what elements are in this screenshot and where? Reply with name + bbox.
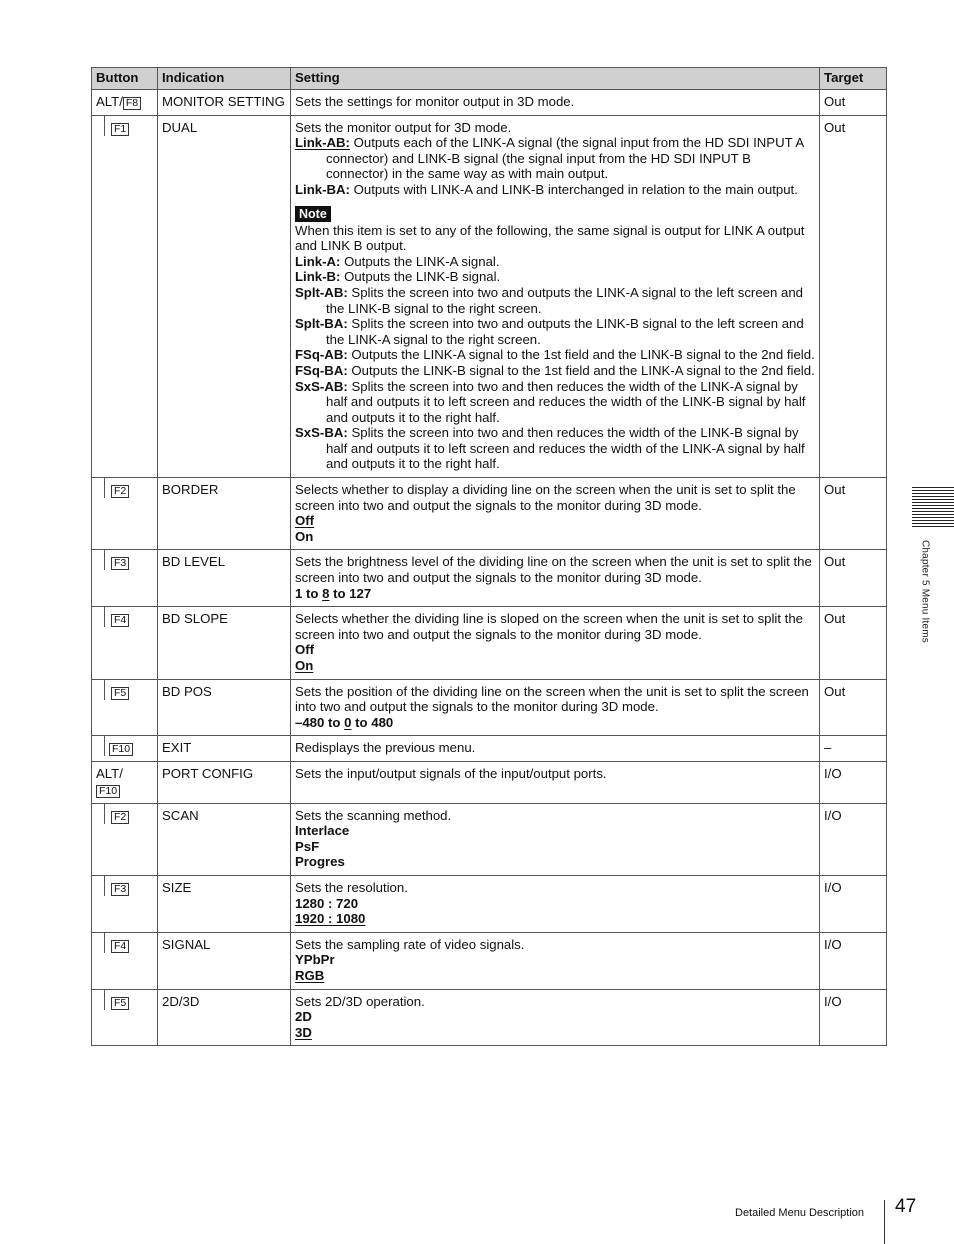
target-cell: Out (820, 607, 887, 679)
button-cell (92, 932, 158, 989)
setting-cell: Sets the brightness level of the dividing line on the screen when the unit is set to split the screen into two and output the signals to the monitor during 3D mode. 1 to 8 to 127 (291, 550, 820, 607)
function-key: F3 (111, 557, 129, 570)
target-cell: Out (820, 478, 887, 550)
indication-cell: MONITOR SETTING (158, 89, 291, 115)
button-cell: ALT/ F8 (92, 89, 158, 115)
function-key: F5 (111, 687, 129, 700)
header-setting: Setting (291, 68, 820, 90)
target-cell: I/O (820, 875, 887, 932)
chapter-stripes (912, 487, 954, 529)
footer-section: Detailed Menu Description (735, 1207, 865, 1219)
table-row (92, 607, 887, 679)
note-item: Link-A: Outputs the LINK-A signal. (295, 253, 500, 269)
table-row (92, 478, 887, 550)
function-key: F2 (111, 811, 129, 824)
indication-cell: EXIT (158, 736, 291, 762)
function-key: F8 (123, 97, 141, 110)
indication-cell: BD POS (158, 679, 291, 736)
setting-range: –480 to 0 to 480 (295, 714, 394, 730)
indication-cell: PORT CONFIG (158, 761, 291, 803)
setting-cell: Sets the monitor output for 3D mode. Link-AB: Outputs each of the LINK-A signal (the signal input from the HD SDI INPUT A connector) and LINK-B signal (the signal input from the HD SDI INPUT B connector) in the same way as with main output. Link-BA: Outputs with LINK-A and LINK-B interchanged in relation to the main output. Note When this item is set to any of the following, the same signal is output for LINK A output and LINK B output. Link-A: Outputs the LINK-A signal. Link-B: Outputs the LINK-B signal. Splt-AB: Splits the screen into two and outputs the LINK-A signal to the left screen and the LINK-B signal to the right screen. Splt-BA: Splits the screen into two and outputs the LINK-B signal to the left screen and the LINK-A signal to the right screen. FSq-AB: Outputs the LINK-A signal to the 1st field and the LINK-B signal to the 2nd field. FSq-BA: Outputs the LINK-B signal to the 1st field and the LINK-A signal to the 2nd field. SxS-AB: Splits the screen into two and then reduces the width of the LINK-A signal by half and outputs it to left screen and reduces the width of the LINK-B signal by half and outputs it to the right half. SxS-BA: Splits the screen into two and then reduces the width of the LINK-B signal by half and outputs it to left screen and reduces the width of the LINK-A signal by half and outputs it to the right half. (291, 115, 820, 477)
button-cell: ALT/ F10 (92, 761, 158, 803)
button-cell (92, 989, 158, 1046)
setting-option: On (295, 658, 314, 673)
option-item: Link-BA: Outputs with LINK-A and LINK-B interchanged in relation to the main output. (295, 181, 798, 197)
function-key: F10 (109, 743, 133, 756)
setting-cell: Selects whether the dividing line is sloped on the screen when the unit is set to split the screen into two and output the signals to the monitor during 3D mode. Off On (291, 607, 820, 679)
button-cell (92, 736, 158, 762)
setting-cell: Sets the sampling rate of video signals. YPbPr RGB (291, 932, 820, 989)
table-row (92, 115, 887, 477)
note-item: Splt-AB: Splits the screen into two and outputs the LINK-A signal to the left screen and the LINK-B signal to the right screen. (295, 284, 803, 316)
table-row (92, 679, 887, 736)
function-key: F4 (111, 614, 129, 627)
setting-cell: Sets 2D/3D operation. 2D 3D (291, 989, 820, 1046)
function-key: F3 (111, 883, 129, 896)
note-item: Splt-BA: Splits the screen into two and outputs the LINK-B signal to the left screen and the LINK-A signal to the right screen. (295, 316, 804, 347)
indication-cell: DUAL (158, 115, 291, 477)
table-row (92, 989, 887, 1046)
table-row (92, 803, 887, 875)
indication-cell: SIZE (158, 875, 291, 932)
function-key: F1 (111, 123, 129, 136)
setting-option: Off (295, 513, 315, 529)
header-target: Target (820, 68, 887, 90)
button-cell (92, 115, 158, 477)
note-item: FSq-AB: Outputs the LINK-A signal to the 1st field and the LINK-B signal to the 2nd field. (295, 347, 815, 363)
target-cell: I/O (820, 932, 887, 989)
table-header-row (92, 68, 887, 90)
setting-cell: Sets the scanning method. Interlace PsF Progres (291, 803, 820, 875)
table-row (92, 875, 887, 932)
indication-cell: BORDER (158, 478, 291, 550)
function-key: F4 (111, 940, 129, 953)
setting-range: 1 to 8 to 127 (295, 585, 372, 601)
note-item: Link-B: Outputs the LINK-B signal. (295, 269, 501, 285)
target-cell: Out (820, 550, 887, 607)
setting-cell: Sets the input/output signals of the input/output ports. (291, 761, 820, 803)
button-cell (92, 607, 158, 679)
page-number: 47 (895, 1196, 917, 1217)
setting-option: Progres (295, 854, 345, 870)
note-text: When this item is set to any of the following, the same signal is output for LINK A output and LINK B output. (295, 222, 805, 254)
table-row (92, 550, 887, 607)
setting-option: 1920 : 1080 (295, 911, 366, 927)
setting-option: On (295, 528, 314, 544)
button-cell (92, 679, 158, 736)
setting-option: RGB (295, 967, 325, 983)
chapter-tab (912, 487, 954, 529)
setting-option: 1280 : 720 (295, 895, 359, 911)
table-row (92, 932, 887, 989)
menu-table (91, 67, 887, 1046)
target-cell: I/O (820, 989, 887, 1046)
table-row (92, 736, 887, 762)
indication-cell: SIGNAL (158, 932, 291, 989)
button-cell (92, 550, 158, 607)
setting-option: 3D (295, 1024, 312, 1040)
header-indication: Indication (158, 68, 291, 90)
header-button: Button (92, 68, 158, 90)
target-cell: Out (820, 679, 887, 736)
setting-cell: Sets the settings for monitor output in 3D mode. (291, 89, 820, 115)
setting-option: YPbPr (295, 952, 335, 968)
option-item: Link-AB: Outputs each of the LINK-A signal (the signal input from the HD SDI INPUT A connector) and LINK-B signal (the signal input from the HD SDI INPUT B connector) in the same way as with main output. (295, 135, 804, 182)
setting-option: Interlace (295, 823, 350, 839)
indication-cell: SCAN (158, 803, 291, 875)
target-cell: I/O (820, 761, 887, 803)
indication-cell: 2D/3D (158, 989, 291, 1046)
target-cell: Out (820, 89, 887, 115)
function-key: F2 (111, 485, 129, 498)
indication-cell: BD SLOPE (158, 607, 291, 679)
setting-option: Off (295, 642, 315, 658)
setting-option: 2D (295, 1009, 312, 1025)
button-cell (92, 478, 158, 550)
setting-option: PsF (295, 838, 320, 854)
setting-cell: Sets the resolution. 1280 : 720 1920 : 1080 (291, 875, 820, 932)
target-cell: – (820, 736, 887, 762)
function-key: F10 (96, 785, 120, 798)
note-item: FSq-BA: Outputs the LINK-B signal to the 1st field and the LINK-A signal to the 2nd field. (295, 362, 815, 378)
chapter-label: Chapter 5 Menu Items (919, 540, 931, 643)
footer-divider (884, 1200, 885, 1244)
button-cell (92, 875, 158, 932)
setting-cell: Redisplays the previous menu. (291, 736, 820, 762)
indication-cell: BD LEVEL (158, 550, 291, 607)
table-row (92, 761, 887, 803)
setting-cell: Selects whether to display a dividing line on the screen when the unit is set to split the screen into two and output the signals to the monitor during 3D mode. Off On (291, 478, 820, 550)
setting-cell: Sets the position of the dividing line on the screen when the unit is set to split the screen into two and output the signals to the monitor during 3D mode. –480 to 0 to 480 (291, 679, 820, 736)
button-cell (92, 803, 158, 875)
note-item: SxS-AB: Splits the screen into two and then reduces the width of the LINK-A signal by half and outputs it to left screen and reduces the width of the LINK-B signal by half and outputs it to the right half. (295, 378, 806, 425)
target-cell: Out (820, 115, 887, 477)
function-key: F5 (111, 997, 129, 1010)
note-badge: Note (295, 206, 331, 222)
note-item: SxS-BA: Splits the screen into two and then reduces the width of the LINK-B signal by half and outputs it to left screen and reduces the width of the LINK-A signal by half and outputs it to the right half. (295, 425, 805, 472)
table-row (92, 89, 887, 115)
target-cell: I/O (820, 803, 887, 875)
